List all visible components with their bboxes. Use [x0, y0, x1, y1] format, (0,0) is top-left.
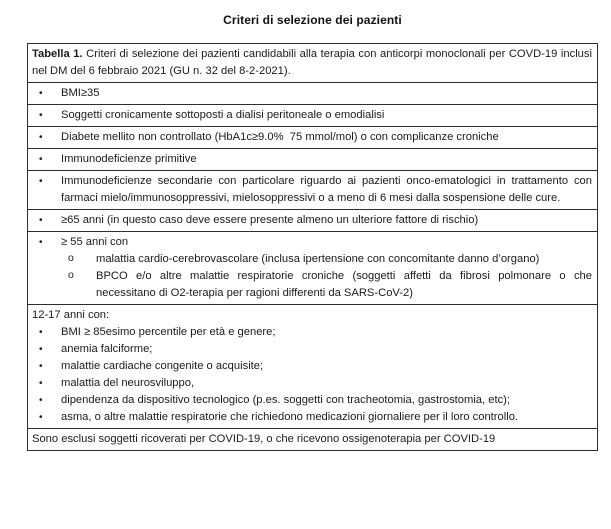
bullet-item — [32, 129, 592, 146]
item-text: anemia falciforme; — [61, 343, 153, 355]
bullet-item — [32, 358, 592, 375]
item-text: Immunodeficienze primitive — [61, 153, 197, 165]
bullet-item — [32, 212, 592, 229]
item-text: Sono esclusi soggetti ricoverati per COVID-19, o che ricevono ossigenoterapia per COVID-19 — [32, 433, 496, 445]
bullet-icon: • — [39, 395, 43, 406]
item-text: ≥65 anni (in questo caso deve essere presente almeno un ulteriore fattore di rischio) — [61, 214, 479, 226]
item-text: 12-17 anni con: — [32, 309, 110, 321]
table-row — [28, 232, 597, 305]
item-text: BPCO e/o altre malattie respiratorie croniche (soggetti affetti da fibrosi polmonare o che necessitano di O2-terapia per ragioni differenti da SARS-CoV-2) — [96, 270, 592, 299]
plain-text-row — [32, 307, 592, 324]
bullet-icon: • — [39, 154, 43, 165]
item-text: malattia del neurosviluppo, — [61, 377, 195, 389]
bullet-item — [32, 234, 592, 251]
bullet-icon: • — [39, 110, 43, 121]
bullet-item — [32, 85, 592, 102]
item-text: BMI ≥ 85esimo percentile per età e genere; — [61, 326, 276, 338]
item-text: BMI≥35 — [61, 87, 100, 99]
table-row — [28, 83, 597, 105]
sub-bullet-item — [32, 268, 592, 302]
circle-bullet-icon: o — [68, 269, 74, 281]
bullet-icon: • — [39, 361, 43, 372]
bullet-item — [32, 107, 592, 124]
criteria-table — [27, 43, 598, 451]
bullet-icon: • — [39, 132, 43, 143]
bullet-icon: • — [39, 237, 43, 248]
item-text: Soggetti cronicamente sottoposti a dialisi peritoneale o emodialisi — [61, 109, 385, 121]
table-row — [28, 429, 597, 450]
item-text: dipendenza da dispositivo tecnologico (p.es. soggetti con tracheotomia, gastrostomia, etc); — [61, 394, 510, 406]
table-caption-lead: Tabella 1. — [32, 48, 83, 60]
page-title: Criteri di selezione dei pazienti — [223, 13, 402, 27]
item-text: Immunodeficienze secondarie con particolare riguardo ai pazienti onco-ematologici in trattamento con farmaci mielo/immunosoppressivi, mielosoppressivi o a meno di 6 mesi dalla sospensione delle cure. — [61, 175, 592, 204]
item-text: malattie cardiache congenite o acquisite; — [61, 360, 264, 372]
bullet-icon: • — [39, 378, 43, 389]
table-row — [28, 127, 597, 149]
bullet-item — [32, 392, 592, 409]
item-text: ≥ 55 anni con — [61, 236, 129, 248]
table-caption-text: Criteri di selezione dei pazienti candidabili alla terapia con anticorpi monoclonali per COVD-19 inclusi nel DM del 6 febbraio 2021 (GU n. 32 del 8-2-2021). — [32, 48, 592, 77]
bullet-icon: • — [39, 327, 43, 338]
table-row — [28, 44, 597, 83]
table-row — [28, 105, 597, 127]
bullet-icon: • — [39, 412, 43, 423]
table-row — [28, 149, 597, 171]
item-text: malattia cardio-cerebrovascolare (inclusa ipertensione con concomitante danno d’organo) — [96, 253, 540, 265]
bullet-icon: • — [39, 176, 43, 187]
circle-bullet-icon: o — [68, 252, 74, 264]
bullet-icon: • — [39, 215, 43, 226]
sub-bullet-item — [32, 251, 592, 268]
bullet-item — [32, 324, 592, 341]
bullet-item — [32, 151, 592, 168]
bullet-icon: • — [39, 344, 43, 355]
bullet-icon: • — [39, 88, 43, 99]
table-row — [28, 171, 597, 210]
table-caption — [32, 46, 592, 80]
bullet-item — [32, 409, 592, 426]
bullet-item — [32, 341, 592, 358]
item-text: asma, o altre malattie respiratorie che richiedono medicazioni giornaliere per il loro controllo. — [61, 411, 519, 423]
plain-text-row — [32, 431, 592, 448]
document-page — [27, 0, 598, 451]
bullet-item — [32, 375, 592, 392]
table-row — [28, 210, 597, 232]
item-text: Diabete mellito non controllato (HbA1c≥9.0% 75 mmol/mol) o con complicanze croniche — [61, 131, 499, 143]
table-row — [28, 305, 597, 429]
bullet-item — [32, 173, 592, 207]
